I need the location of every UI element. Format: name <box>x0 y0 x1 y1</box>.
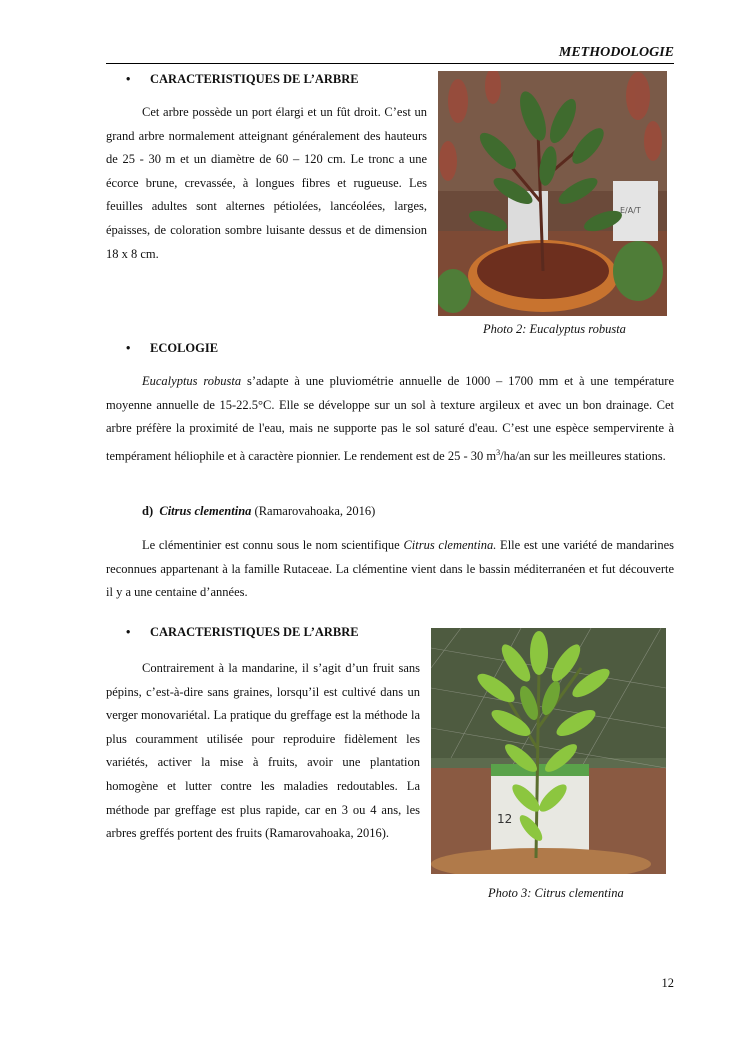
paragraph-text: Cet arbre possède un port élargi et un fût droit. C’est un grand arbre normalement atteignant généralement des hauteurs de 25 - 30 m et un diamètre de 60 – 120 cm. Le tronc a une écorce brune, crevassée, à longues fibres et rugueuse. Les feuilles adultes sont alternes pétiolées, lancéolées, larges, épaisses, de coloration sombre luisante dessus et de dimension 18 x 8 cm. <box>106 105 427 261</box>
page-number: 12 <box>661 976 674 990</box>
section-heading-ecologie <box>126 341 218 356</box>
pot-label: E/A/T <box>620 206 641 215</box>
photo-eucalyptus-robusta <box>438 71 667 316</box>
heading-text: CARACTERISTIQUES DE L’ARBRE <box>150 625 359 639</box>
paragraph-ecologie <box>106 370 674 469</box>
bullet-icon: • <box>126 341 131 355</box>
photo3-caption: Photo 3: Citrus clementina <box>488 886 624 900</box>
paragraph-text: Le clémentinier est connu sous le nom scientifique <box>142 538 404 552</box>
paragraph-text-end: /ha/an sur les meilleures stations. <box>500 448 666 463</box>
paragraph-text-end: Elle est une variété de mandarines reconnues appartenant à la famille Rutaceae. La clémentine vient dans le bassin méditerranéen et fut découverte il y a une centaine d’années. <box>106 538 675 600</box>
section-heading-caracteristiques-2 <box>126 625 359 640</box>
bullet-icon: • <box>126 625 131 639</box>
heading-text: CARACTERISTIQUES DE L’ARBRE <box>150 72 359 86</box>
photo-citrus-clementina <box>431 628 666 874</box>
eucalyptus-photo-illustration <box>438 71 667 316</box>
species-name: Citrus clementina <box>159 504 252 518</box>
paragraph-clementine <box>106 534 674 605</box>
paragraph-eucalyptus-description <box>106 101 427 266</box>
subsection-heading-citrus <box>142 504 375 519</box>
paragraph-clementine-characteristics <box>106 657 420 846</box>
running-header: METHODOLOGIE <box>106 45 674 64</box>
subsection-letter: d) <box>142 504 154 518</box>
species-name: Eucalyptus robusta <box>142 374 242 388</box>
bullet-icon: • <box>126 72 131 86</box>
paragraph-text: Contrairement à la mandarine, il s’agit d’un fruit sans pépins, c’est-à-dire sans graines, lorsqu’il est cultivé dans un verger monovariétal. La pratique du greffage est la méthode la plus couramment utilisée pour reproduire fidèlement les variétés, activer la mise à fruits, avoir une plantation homogène et lutter contre les maladies redoutables. La méthode par greffage est plus rapide, car en 3 ou 4 ans, les arbres greffés portent des fruits (Ramarovahoaka, 2016). <box>106 661 420 841</box>
pot-label: 12 <box>497 812 513 826</box>
paragraph-text: s’adapte à une pluviométrie annuelle de 1000 – 1700 mm et à une température moyenne annuelle de 15-22.5°C. Elle se développe sur un sol à texture argileux et avec un bon drainage. Cet arbre préfère la proximité de l'eau, mais ne supporte pas le sol saturé d'eau. C’est une espèce sempervirente à tempérament héliophile et à caractère pionnier. Le rendement est de 25 - 30 m <box>106 374 674 463</box>
heading-text: ECOLOGIE <box>150 341 219 355</box>
citation: (Ramarovahoaka, 2016) <box>251 504 376 518</box>
photo2-caption: Photo 2: Eucalyptus robusta <box>483 322 626 336</box>
citrus-photo-illustration <box>431 628 666 874</box>
unit-superscript: 3 <box>496 447 501 457</box>
section-heading-caracteristiques-1 <box>126 72 359 87</box>
species-name: Citrus clementina. <box>403 538 497 552</box>
